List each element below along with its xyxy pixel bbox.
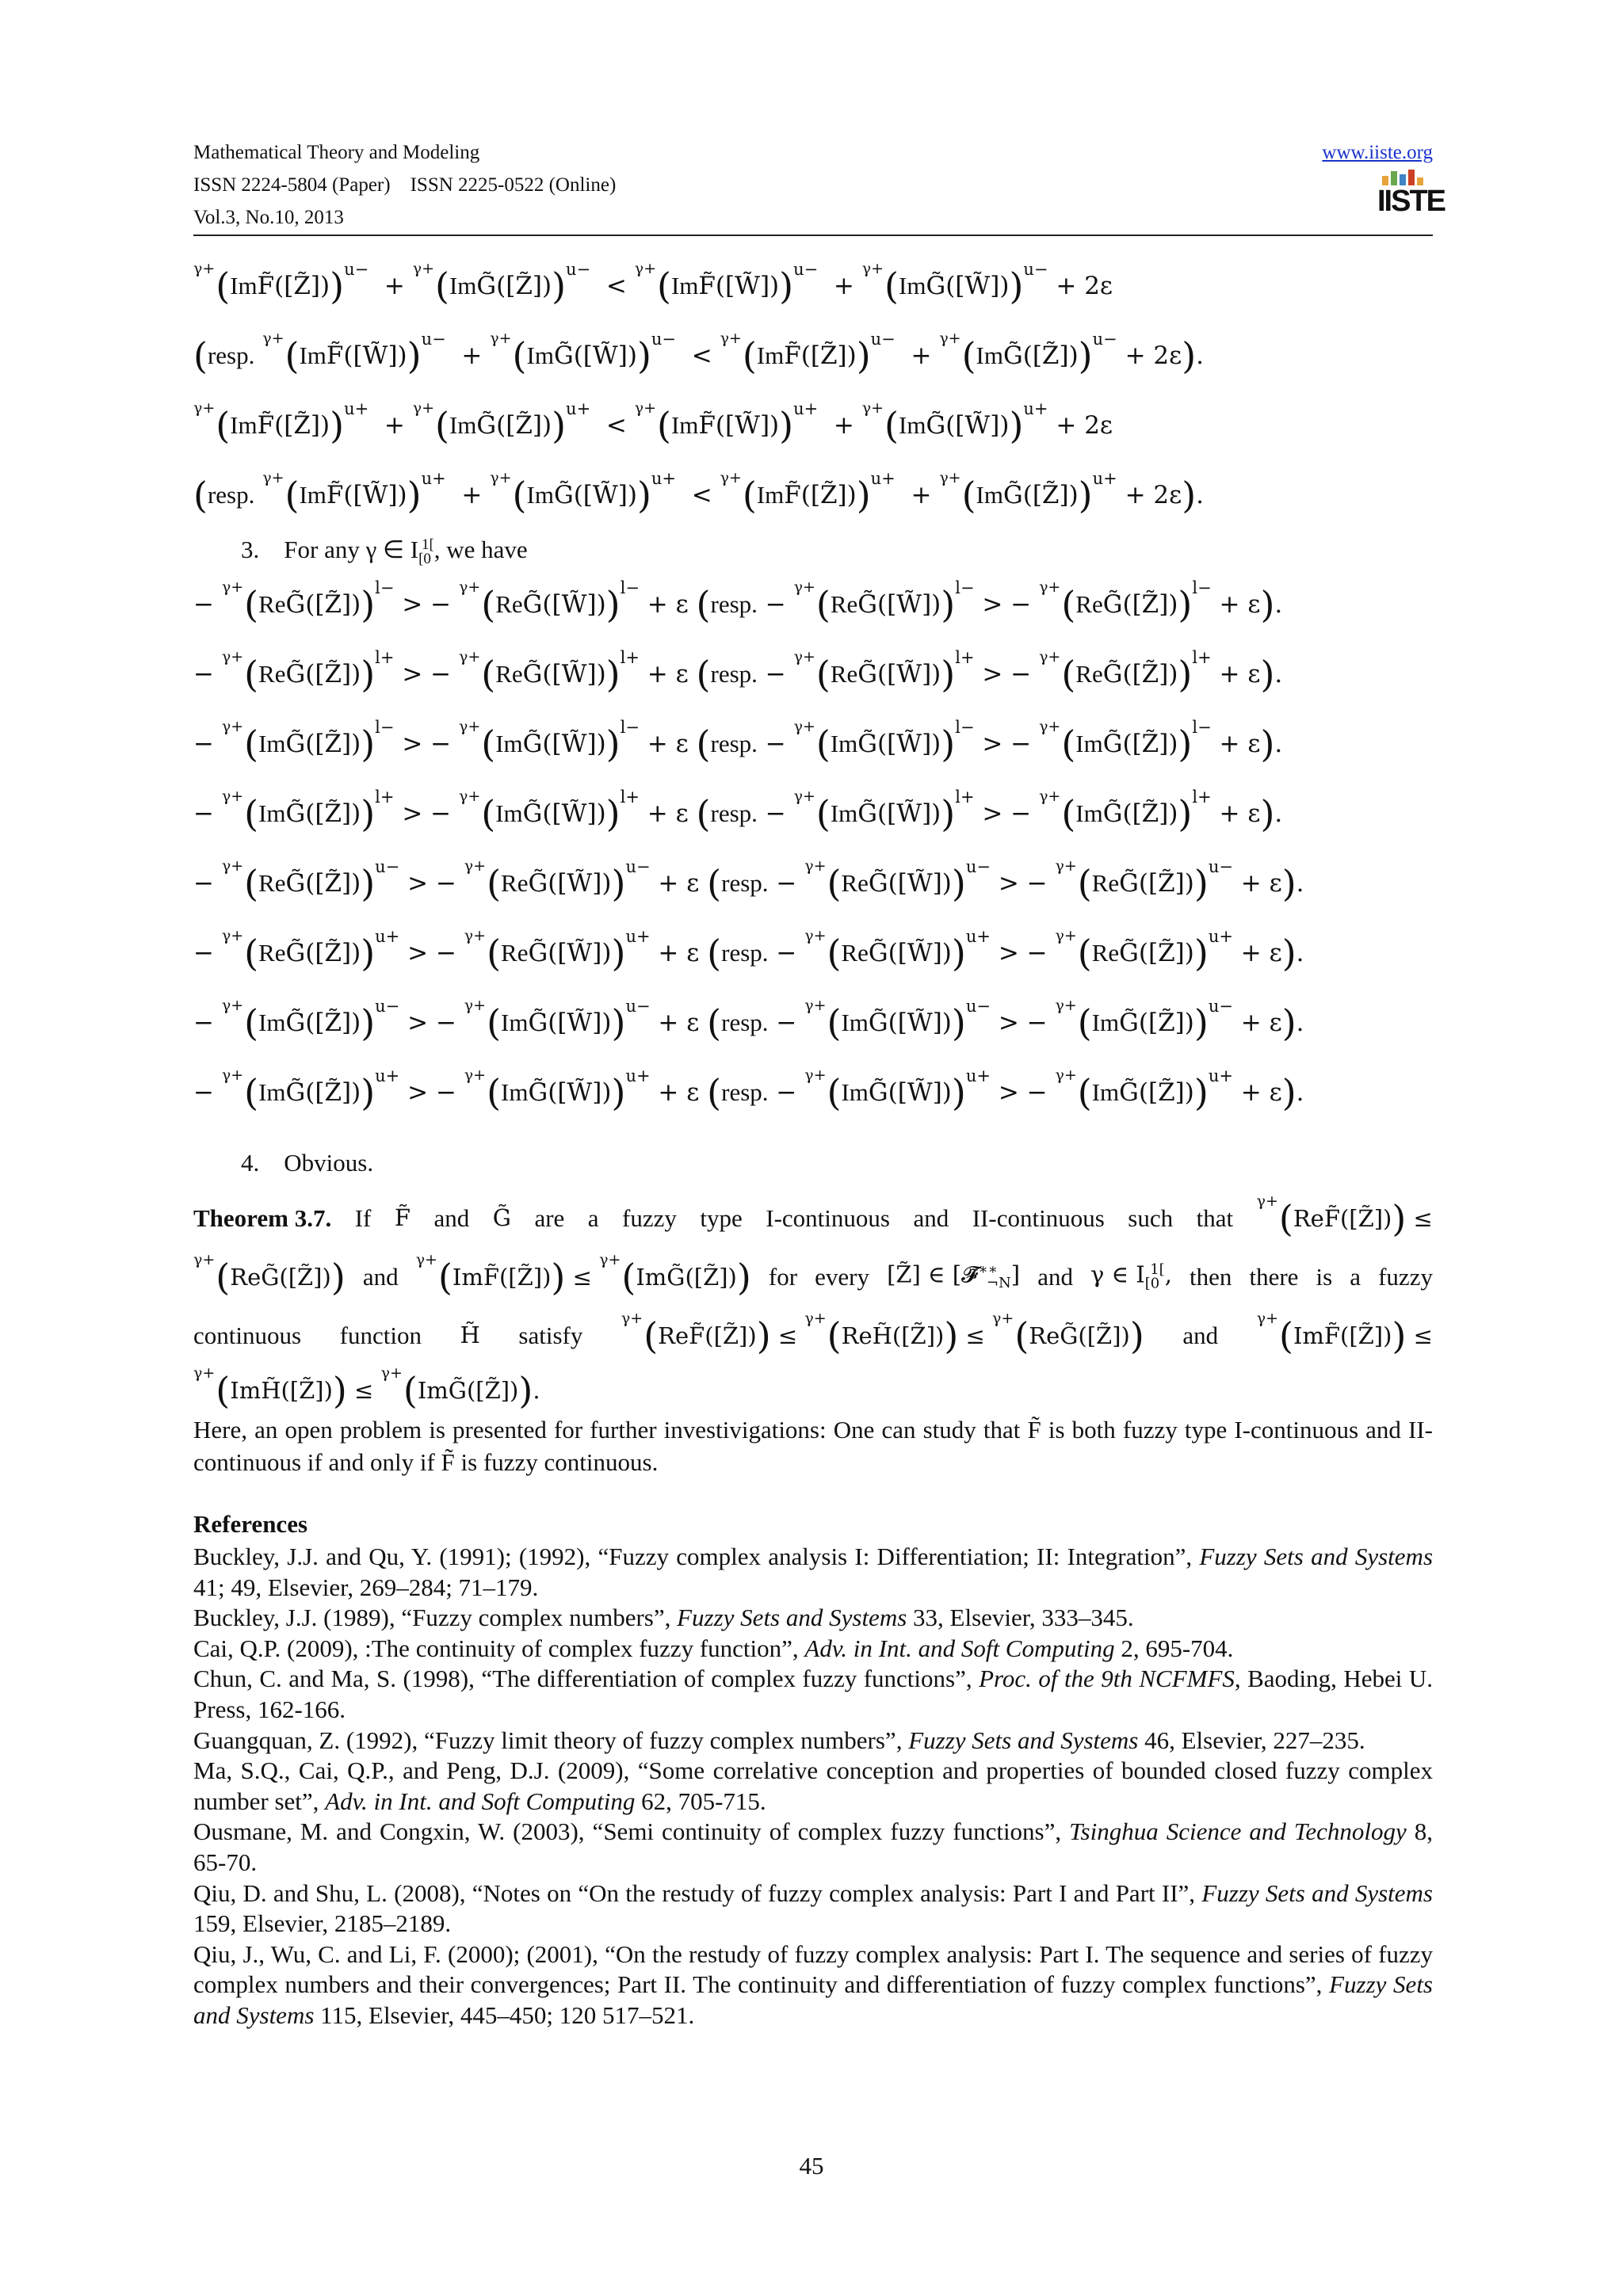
item-3-text: For any γ ∈ I xyxy=(284,536,419,563)
references-list xyxy=(193,1542,1433,2031)
item-3-tail: , we have xyxy=(433,536,528,563)
neg-ineq-8: − $^{\gamma+}$(ImG̃([Z̃]))$^{u+}$ > − $^{\gamma+}$(ImG̃([W̃]))$^{u+}$ + ε (resp. − $^{\gamma+}$(ImG̃([W̃]))$^{u+}$ > − $^{\gamma+}$(ImG̃([Z̃]))$^{u+}$ + ε). xyxy=(193,1066,1304,1114)
header-rule xyxy=(193,235,1433,236)
neg-ineq-7: − $^{\gamma+}$(ImG̃([Z̃]))$^{u-}$ > − $^{\gamma+}$(ImG̃([W̃]))$^{u-}$ + ε (resp. − $^{\gamma+}$(ImG̃([W̃]))$^{u-}$ > − $^{\gamma+}$(ImG̃([Z̃]))$^{u-}$ + ε). xyxy=(193,997,1304,1044)
website-link[interactable]: www.iiste.org xyxy=(1322,142,1433,163)
header-right xyxy=(1322,136,1433,169)
neg-ineq-2: − $^{\gamma+}$(ReG̃([Z̃]))$^{l+}$ > − $^{\gamma+}$(ReG̃([W̃]))$^{l+}$ + ε (resp. − $^{\gamma+}$(ReG̃([W̃]))$^{l+}$ > − $^{\gamma+}$(ReG̃([Z̃]))$^{l+}$ + ε). xyxy=(193,648,1283,696)
item-3-number: 3. xyxy=(241,536,260,563)
im-ineq-1: $^{\gamma+}$(ImF̃([Z̃]))$^{u-}$ + $^{\gamma+}$(ImG̃([Z̃]))$^{u-}$ < $^{\gamma+}$(ImF̃([W̃]))$^{u-}$ + $^{\gamma+}$(ImG̃([W̃]))$^{u-}$ + 2ε xyxy=(193,260,1113,307)
neg-ineq-3: − $^{\gamma+}$(ImG̃([Z̃]))$^{l-}$ > − $^{\gamma+}$(ImG̃([W̃]))$^{l-}$ + ε (resp. − $^{\gamma+}$(ImG̃([W̃]))$^{l-}$ > − $^{\gamma+}$(ImG̃([Z̃]))$^{l-}$ + ε). xyxy=(193,718,1283,765)
item-4-number: 4. xyxy=(241,1149,260,1177)
open-problem: Here, an open problem is presented for further investivigations: One can study that F̃ is both fuzzy type I-continuous and II-continuous if and only if F̃ is fuzzy continuous. xyxy=(193,1416,1433,1476)
logo-text: IISTE xyxy=(1377,185,1445,218)
theorem-label: Theorem 3.7. xyxy=(193,1203,332,1232)
item-4-text: Obvious. xyxy=(284,1149,374,1177)
reference-item: Chun, C. and Ma, S. (1998), “The differentiation of complex fuzzy functions”, Proc. of the 9th NCFMFS, Baoding, Hebei U. Press, 162-166. xyxy=(193,1665,1433,1723)
reference-item: Ma, S.Q., Cai, Q.P., and Peng, D.J. (2009), “Some correlative conception and properties of bounded closed fuzzy complex number set”, Adv. in Int. and Soft Computing 62, 705-715. xyxy=(193,1756,1433,1815)
reference-item: Ousmane, M. and Congxin, W. (2003), “Semi continuity of complex fuzzy functions”, Tsinghua Science and Technology 8, 65-70. xyxy=(193,1817,1434,1876)
references-title: References xyxy=(193,1510,308,1538)
im-ineq-3: $^{\gamma+}$(ImF̃([Z̃]))$^{u+}$ + $^{\gamma+}$(ImG̃([Z̃]))$^{u+}$ < $^{\gamma+}$(ImF̃([W̃]))$^{u+}$ + $^{\gamma+}$(ImG̃([W̃]))$^{u+}$ + 2ε xyxy=(193,399,1113,447)
reference-item: Qiu, D. and Shu, L. (2008), “Notes on “On the restudy of fuzzy complex analysis: Part I and Part II”, Fuzzy Sets and Systems 159, Elsevier, 2185–2189. xyxy=(193,1878,1434,1938)
theorem-3-7 xyxy=(193,1188,1433,1415)
neg-ineq-4: − $^{\gamma+}$(ImG̃([Z̃]))$^{l+}$ > − $^{\gamma+}$(ImG̃([W̃]))$^{l+}$ + ε (resp. − $^{\gamma+}$(ImG̃([W̃]))$^{l+}$ > − $^{\gamma+}$(ImG̃([Z̃]))$^{l+}$ + ε). xyxy=(193,788,1283,835)
theorem-line-1: Theorem 3.7. If F̃ and G̃ are a fuzzy type I-continuous and II-continuous such that $^{\gamma+}$(ReF̃([Z̃])) ≤ xyxy=(193,1192,1433,1240)
reference-item: Buckley, J.J. and Qu, Y. (1991); (1992), “Fuzzy complex analysis I: Differentiation; II: Integration”, Fuzzy Sets and Systems 41; 49, Elsevier, 269–284; 71–179. xyxy=(193,1543,1434,1601)
item-4 xyxy=(241,1149,373,1177)
item-3: 3. For any γ ∈ $I_{[0}^{1[}$, we have xyxy=(241,536,528,568)
journal-issn: ISSN 2224-5804 (Paper) ISSN 2225-0522 (Online) xyxy=(193,174,617,196)
theorem-line-3: continuous function H̃ satisfy $^{\gamma+}$(ReF̃([Z̃])) ≤ $^{\gamma+}$(ReH̃([Z̃])) ≤ $^{\gamma+}$(ReG̃([Z̃])) and $^{\gamma+}$(ImF̃([Z̃])) ≤ xyxy=(193,1309,1433,1357)
iiste-logo xyxy=(1377,170,1445,228)
page-number: 45 xyxy=(799,2152,824,2180)
im-ineq-2: (resp. $^{\gamma+}$(ImF̃([W̃]))$^{u-}$ + $^{\gamma+}$(ImG̃([W̃]))$^{u-}$ < $^{\gamma+}$(ImF̃([Z̃]))$^{u-}$ + $^{\gamma+}$(ImG̃([Z̃]))$^{u-}$ + 2ε). xyxy=(193,330,1205,377)
neg-ineq-6: − $^{\gamma+}$(ReG̃([Z̃]))$^{u+}$ > − $^{\gamma+}$(ReG̃([W̃]))$^{u+}$ + ε (resp. − $^{\gamma+}$(ReG̃([W̃]))$^{u+}$ > − $^{\gamma+}$(ReG̃([Z̃]))$^{u+}$ + ε). xyxy=(193,927,1304,974)
journal-title: Mathematical Theory and Modeling xyxy=(193,142,480,163)
neg-ineq-1: − $^{\gamma+}$(ReG̃([Z̃]))$^{l-}$ > − $^{\gamma+}$(ReG̃([W̃]))$^{l-}$ + ε (resp. − $^{\gamma+}$(ReG̃([W̃]))$^{l-}$ > − $^{\gamma+}$(ReG̃([Z̃]))$^{l-}$ + ε). xyxy=(193,578,1283,626)
journal-header xyxy=(193,136,616,234)
reference-item: Buckley, J.J. (1989), “Fuzzy complex numbers”, Fuzzy Sets and Systems 33, Elsevier, 333–345. xyxy=(193,1604,1134,1632)
theorem-line-4: $^{\gamma+}$(ImH̃([Z̃])) ≤ $^{\gamma+}$(ImG̃([Z̃])). xyxy=(193,1363,540,1412)
reference-item: Qiu, J., Wu, C. and Li, F. (2000); (2001), “On the restudy of fuzzy complex analysis: Part I. The sequence and series of fuzzy complex numbers and their convergences; Part II. The continuity and differentiation of fuzzy complex functions”, Fuzzy Sets and Systems 115, Elsevier, 445–450; 120 517–521. xyxy=(193,1939,1433,2029)
logo-bars xyxy=(1382,170,1433,185)
journal-volume: Vol.3, No.10, 2013 xyxy=(193,207,344,228)
reference-item: Cai, Q.P. (2009), :The continuity of complex fuzzy function”, Adv. in Int. and Soft Computing 2, 695-704. xyxy=(193,1634,1234,1662)
neg-ineq-5: − $^{\gamma+}$(ReG̃([Z̃]))$^{u-}$ > − $^{\gamma+}$(ReG̃([W̃]))$^{u-}$ + ε (resp. − $^{\gamma+}$(ReG̃([W̃]))$^{u-}$ > − $^{\gamma+}$(ReG̃([Z̃]))$^{u-}$ + ε). xyxy=(193,857,1304,905)
im-ineq-4: (resp. $^{\gamma+}$(ImF̃([W̃]))$^{u+}$ + $^{\gamma+}$(ImG̃([W̃]))$^{u+}$ < $^{\gamma+}$(ImF̃([Z̃]))$^{u+}$ + $^{\gamma+}$(ImG̃([Z̃]))$^{u+}$ + 2ε). xyxy=(193,469,1205,517)
reference-item: Guangquan, Z. (1992), “Fuzzy limit theory of fuzzy complex numbers”, Fuzzy Sets and Systems 46, Elsevier, 227–235. xyxy=(193,1726,1365,1754)
theorem-line-2: $^{\gamma+}$(ReG̃([Z̃])) and $^{\gamma+}$(ImF̃([Z̃])) ≤ $^{\gamma+}$(ImG̃([Z̃])) for every [Z̃] ∈ $[𝓕̃^{∗∗}_{\neg N}]$ and γ ∈ $I_{[0}^{1[}$, then there is a fuzzy xyxy=(193,1250,1433,1299)
